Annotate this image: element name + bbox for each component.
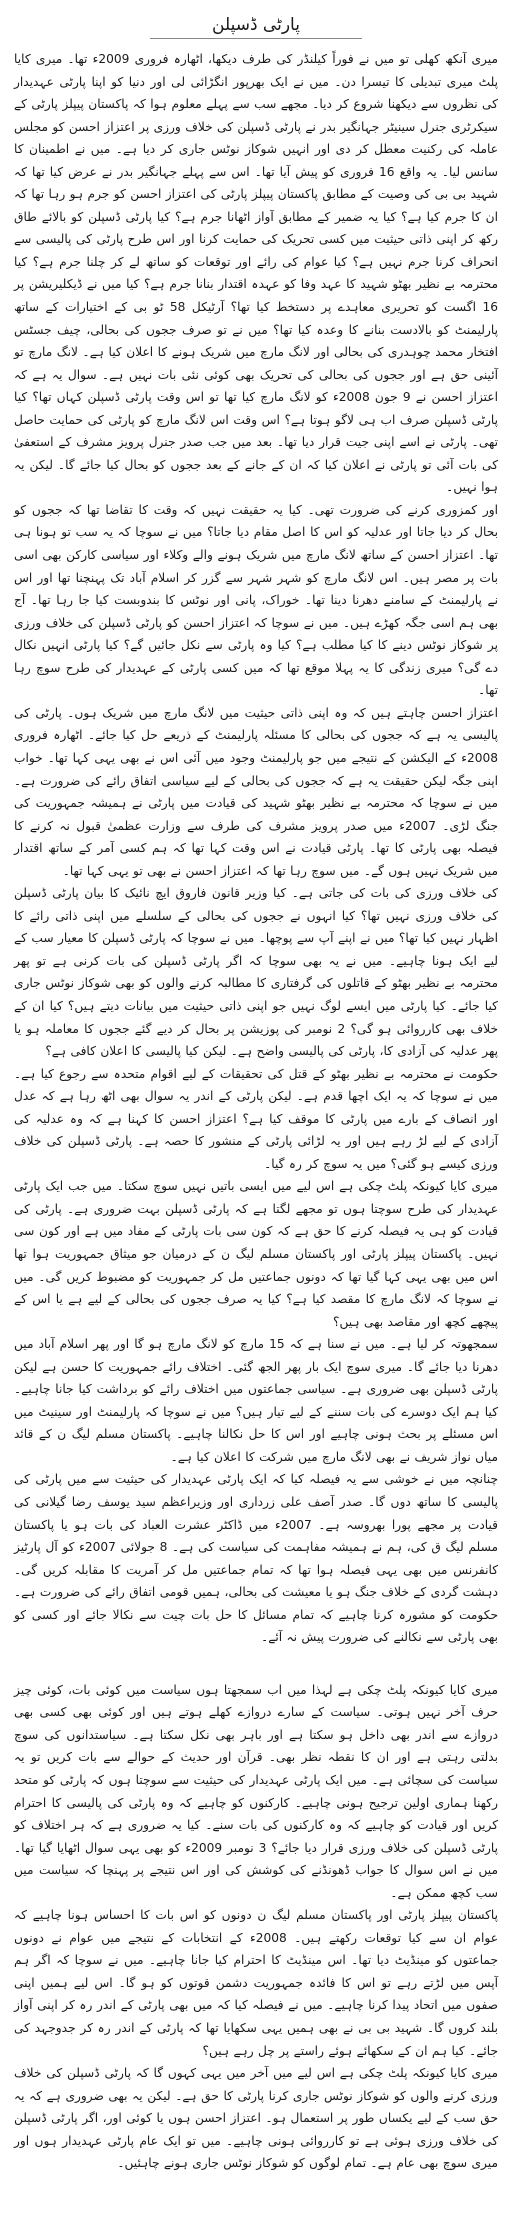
article-paragraph: میری آنکھ کھلی تو میں نے فوراً کیلنڈر کی طرف دیکھا، اٹھارہ فروری 2009ء تھا۔ میری کایا پلٹ میری تبدیلی کا تیسرا دن۔ میں نے ایک بھرپور انگڑائی لی اور دنیا کو اپنا پارٹی عہدیدار کی نظروں سے دیکھنا شروع کر دیا۔ مجھے سب سے پہلے معلوم ہوا کہ پاکستان پیپلز پارٹی کے سیکرٹری جنرل سینیٹر جہانگیر بدر نے پارٹی ڈسپلن کی خلاف ورزی پر اعتزاز احسن کو مجلس عاملہ کی رکنیت معطل کر دی اور انہیں شوکاز نوٹس جاری کر دیا ہے۔ میں نے اطمینان کا سانس لیا۔ یہ واقع 16 فروری کو پیش آیا تھا۔ اس سے پہلے جہانگیر بدر نے عرض کیا تھا کہ شہید بی بی کی وصیت کے مطابق پاکستان پیپلز پارٹی کی اعتزاز احسن کو جرم ہو رہا تھا کہ ان کا جرم کیا ہے؟ کیا یہ ضمیر کے مطابق آواز اٹھانا جرم ہے؟ کیا پارٹی ڈسپلن کو بالائے طاق رکھ کر اپنی ذاتی حیثیت میں کسی تحریک کی حمایت کرنا اور اس طرح پارٹی کی پالیسی سے انحراف کرنا جرم نہیں ہے؟ کیا عوام کی رائے اور توقعات کو ساتھ لے کر چلنا جرم ہے؟ کیا محترمہ بے نظیر بھٹو شہید کا عہد وفا کو عہدہ اقتدار بنانا جرم ہے؟ کیا میں نے ڈیکلیریشن پر 16 اگست کو تحریری معاہدے پر دستخط کیا تھا؟ آرٹیکل 58 ٹو بی کے اختیارات کے ساتھ پارلیمنٹ کو بالادست بنانے کا وعدہ کیا تھا؟ میں نے تو صرف ججوں کی بحالی، چیف جسٹس افتخار محمد چوہدری کی بحالی اور لانگ مارچ میں شریک ہونے کا اعلان کیا ہے۔ لانگ مارچ تو آئینی حق ہے اور ججوں کی بحالی کی تحریک بھی کوئی نئی بات نہیں ہے۔ سوال یہ ہے کہ اعتزاز احسن نے 9 جون 2008ء کو لانگ مارچ کیا تھا تو اس وقت پارٹی ڈسپلن کہاں تھا؟ کیا پارٹی ڈسپلن صرف اب ہی لاگو ہوتا ہے؟ اس وقت اس لانگ مارچ کو پارٹی کی حمایت حاصل تھی۔ پارٹی نے اسے اپنی جیت قرار دیا تھا۔ بعد میں جب صدر جنرل پرویز مشرف کے استعفیٰ کی بات آئی تو پارٹی نے اعلان کیا کہ ان کے جانے کے بعد ججوں کو بحال کیا جائے گا۔ لیکن یہ ہوا نہیں۔: [14, 52, 499, 495]
article-paragraph: میری کایا کیونکہ پلٹ چکی ہے اس لیے میں ایسی باتیں نہیں سوچ سکتا۔ میں جب ایک پارٹی عہدیدار کی طرح سوچتا ہوں تو مجھے لگتا ہے کہ پارٹی ڈسپلن بہت ضروری ہے۔ پارٹی کی قیادت کو ہی یہ فیصلہ کرنے کا حق ہے کہ کون سی بات پارٹی کے مفاد میں ہے اور کون سی نہیں۔ پاکستان پیپلز پارٹی اور پاکستان مسلم لیگ ن کے درمیان جو میثاق جمہوریت ہوا تھا اس میں بھی یہی کہا گیا تھا کہ دونوں جماعتیں مل کر جمہوریت کو مضبوط کریں گی۔ میں نے سوچا کہ لانگ مارچ کا مقصد کیا ہے؟ کیا یہ صرف ججوں کی بحالی کے لیے ہے یا اس کے پیچھے کچھ اور مقاصد بھی ہیں؟: [14, 1179, 498, 1329]
article-paragraph: اعتزاز احسن چاہتے ہیں کہ وہ اپنی ذاتی حیثیت میں لانگ مارچ میں شریک ہوں۔ پارٹی کی پالیسی یہ ہے کہ ججوں کی بحالی کا مسئلہ پارلیمنٹ کے ذریعے حل کیا جائے۔ اٹھارہ فروری 2008ء کے الیکشن کے نتیجے میں جو پارلیمنٹ وجود میں آئی اس نے بھی یہی کہا تھا۔ خواب اپنی جگہ لیکن حقیقت یہ ہے کہ ججوں کی بحالی کے لیے سیاسی اتفاق رائے کی ضرورت ہے۔ میں نے سوچا کہ محترمہ بے نظیر بھٹو شہید کی قیادت میں پارٹی نے ہمیشہ جمہوریت کی جنگ لڑی۔ 2007ء میں صدر پرویز مشرف کی طرف سے وزارت عظمیٰ قبول نہ کرنے کا فیصلہ بھی پارٹی کا تھا۔ پارٹی قیادت نے اس وقت کہا تھا کہ ہم کسی آمر کے ساتھ اقتدار میں شریک نہیں ہوں گے۔ میں سوچ رہا تھا کہ اعتزاز احسن نے بھی تو یہی کہا تھا۔: [14, 705, 498, 878]
article-paragraph: حکومت نے محترمہ بے نظیر بھٹو کے قتل کی تحقیقات کے لیے اقوام متحدہ سے رجوع کیا ہے۔ میں نے سوچا کہ یہ ایک اچھا قدم ہے۔ لیکن پارٹی کے اندر یہ سوال بھی اٹھ رہا ہے کہ عدل اور انصاف کے بارے میں پارٹی کا موقف کیا ہے؟ اعتزاز احسن کا کہنا ہے کہ وہ عدلیہ کی آزادی کے لیے لڑ رہے ہیں اور یہ لڑائی پارٹی کے منشور کا حصہ ہے۔ پارٹی ڈسپلن کی خلاف ورزی کیسے ہو گئی؟ میں یہ سوچ کر رہ گیا۔: [14, 1066, 498, 1171]
article-body: [14, 48, 498, 2175]
article-paragraph: چنانچہ میں نے خوشی سے یہ فیصلہ کیا کہ ایک پارٹی عہدیدار کی حیثیت سے میں پارٹی کی پالیسی کا ساتھ دوں گا۔ صدر آصف علی زرداری اور وزیراعظم سید یوسف رضا گیلانی کی قیادت پر مجھے پورا بھروسہ ہے۔ 2007ء میں ڈاکٹر عشرت العباد کی بات ہو یا پاکستان مسلم لیگ ق کی، ہم نے ہمیشہ مفاہمت کی سیاست کی ہے۔ 8 جولائی 2007ء کو آل پارٹیز کانفرنس میں بھی یہی فیصلہ ہوا تھا کہ تمام جماعتیں مل کر آمریت کا مقابلہ کریں گی۔ دہشت گردی کے خلاف جنگ ہو یا معیشت کی بحالی، ہمیں قومی اتفاق رائے کی ضرورت ہے۔ حکومت کو مشورہ کرنا چاہیے کہ تمام مسائل کا حل بات چیت سے نکالا جائے اور کسی کو بھی پارٹی سے نکالنے کی ضرورت پیش نہ آئے۔: [14, 1472, 498, 1645]
title-underline: [150, 38, 362, 39]
article-paragraph: میری کایا کیونکہ پلٹ چکی ہے اس لیے میں آخر میں یہی کہوں گا کہ پارٹی ڈسپلن کی خلاف ورزی کرنے والوں کو شوکاز نوٹس جاری کرنا پارٹی کا حق ہے۔ لیکن یہ بھی ضروری ہے کہ یہ حق سب کے لیے یکساں طور پر استعمال ہو۔ اعتزاز احسن ہوں یا کوئی اور، اگر پارٹی ڈسپلن کی خلاف ورزی ہوئی ہے تو کارروائی ہونی چاہیے۔ میں تو ایک عام پارٹی عہدیدار ہوں اور میری سوچ بھی عام ہے۔ تمام لوگوں کو شوکاز نوٹس جاری ہونے چاہئیں۔: [14, 2066, 498, 2171]
article-paragraph: کی خلاف ورزی کی بات کی جاتی ہے۔ کیا وزیر قانون فاروق ایچ نائیک کا بیان پارٹی ڈسپلن کی خلاف ورزی نہیں تھا؟ کیا انہوں نے ججوں کی بحالی کے سلسلے میں اپنی ذاتی رائے کا اظہار نہیں کیا تھا؟ میں نے اپنے آپ سے پوچھا۔ میں نے سوچا کہ پارٹی ڈسپلن کا معیار سب کے لیے ایک ہونا چاہیے۔ میں نے یہ بھی سوچا کہ اگر پارٹی ڈسپلن کی بات کرنی ہے تو پھر محترمہ بے نظیر بھٹو کے قاتلوں کی گرفتاری کا مطالبہ کرنے والوں کو بھی شوکاز نوٹس جاری کیا جائے۔ کیا پارٹی میں ایسے لوگ نہیں جو اپنی ذاتی حیثیت میں بیانات دیتے ہیں؟ کیا ان کے خلاف بھی کارروائی ہو گی؟ 2 نومبر کی پوزیشن پر بحال کر دیے گئے ججوں کا معاملہ ہو یا پھر عدلیہ کی آزادی کا، پارٹی کی پالیسی واضح ہے۔ لیکن کیا پالیسی کا اعلان کافی ہے؟: [14, 886, 499, 1059]
article-paragraph: میری کایا کیونکہ پلٹ چکی ہے لہذا میں اب سمجھتا ہوں سیاست میں کوئی بات، کوئی چیز حرف آخر نہیں ہوتی۔ سیاست کے سارے دروازے کھلے ہوتے ہیں اور کوئی بھی کسی بھی دروازے سے اندر بھی داخل ہو سکتا ہے اور باہر بھی نکل سکتا ہے۔ سیاستدانوں کی سوچ بدلتی رہتی ہے اور ان کا نقطہ نظر بھی۔ قرآن اور حدیث کے حوالے سے بات کریں تو یہ سیاست کی سچائی ہے۔ میں ایک پارٹی عہدیدار کی حیثیت سے سوچتا ہوں کہ پارٹی کو متحد رکھنا ہماری اولین ترجیح ہونی چاہیے۔ کارکنوں کو چاہیے کہ وہ پارٹی کی پالیسی کا احترام کریں اور قیادت کو چاہیے کہ وہ کارکنوں کی بات سنے۔ کیا یہ ضروری ہے کہ ہر اختلاف کو پارٹی ڈسپلن کی خلاف ورزی قرار دیا جائے؟ 3 نومبر 2009ء کو بھی یہی سوال اٹھایا گیا تھا۔ میں نے اس سوال کا جواب ڈھونڈنے کی کوشش کی اور اس نتیجے پر پہنچا کہ سیاست میں سب کچھ ممکن ہے۔: [14, 1682, 498, 1900]
article-paragraph: سمجھوتہ کر لیا ہے۔ میں نے سنا ہے کہ 15 مارچ کو لانگ مارچ ہو گا اور پھر اسلام آباد میں دھرنا دیا جائے گا۔ میری سوچ ایک بار پھر الجھ گئی۔ اختلاف رائے جمہوریت کا حسن ہے لیکن پارٹی ڈسپلن بھی ضروری ہے۔ سیاسی جماعتوں میں اختلاف رائے کو برداشت کیا جانا چاہیے۔ کیا ہم ایک دوسرے کی بات سننے کے لیے تیار ہیں؟ میں نے سوچا کہ پارلیمنٹ اور سینیٹ میں اس مسئلے پر بحث ہونی چاہیے اور اس کا حل نکالنا چاہیے۔ پاکستان مسلم لیگ ن کے قائد میاں نواز شریف نے بھی لانگ مارچ میں شرکت کا اعلان کیا ہے۔: [14, 1337, 498, 1464]
article-paragraph: پاکستان پیپلز پارٹی اور پاکستان مسلم لیگ ن دونوں کو اس بات کا احساس ہونا چاہیے کہ عوام ان سے کیا توقعات رکھتے ہیں۔ 2008ء کے انتخابات کے نتیجے میں عوام نے دونوں جماعتوں کو مینڈیٹ دیا تھا۔ اس مینڈیٹ کا احترام کیا جانا چاہیے۔ میں نے سوچا کہ اگر ہم آپس میں لڑتے رہے تو اس کا فائدہ جمہوریت دشمن قوتوں کو ہو گا۔ اس لیے ہمیں اپنی صفوں میں اتحاد پیدا کرنا چاہیے۔ میں نے فیصلہ کیا کہ میں بھی پارٹی کے اندر رہ کر اپنی آواز بلند کروں گا۔ شہید بی بی نے بھی ہمیں یہی سکھایا تھا کہ پارٹی کے اندر رہ کر جدوجہد کی جائے۔ کیا ہم ان کے سکھائے ہوئے راستے پر چل رہے ہیں؟: [14, 1908, 498, 2058]
article-paragraph: اور کمزوری کرنے کی ضرورت تھی۔ کیا یہ حقیقت نہیں کہ وقت کا تقاضا تھا کہ ججوں کو بحال کر دیا جاتا اور عدلیہ کو اس کا اصل مقام دیا جاتا؟ میں نے سوچا کہ یہ سب تو ہونا ہی تھا۔ اعتزاز احسن کے ساتھ لانگ مارچ میں شریک ہونے والے وکلاء اور سیاسی کارکن بھی اسی بات پر مصر ہیں۔ اس لانگ مارچ کو شہر شہر سے گزر کر اسلام آباد تک پہنچنا تھا اور اس نے پارلیمنٹ کے سامنے دھرنا دینا تھا۔ خوراک، پانی اور نوٹس کا بندوبست کیا جا رہا تھا۔ آج بھی ہم اسی جگہ کھڑے ہیں۔ میں نے سوچا کہ اعتزاز احسن کو پارٹی ڈسپلن کی خلاف ورزی پر شوکاز نوٹس دینے کا کیا مطلب ہے؟ کیا وہ پارٹی سے نکل جائیں گے؟ کیا پارٹی انہیں نکال دے گی؟ میری زندگی کا یہ پہلا موقع تھا کہ میں کسی پارٹی کے عہدیدار کی طرح سوچ رہا تھا۔: [14, 502, 498, 698]
article-title: پارٹی ڈسپلن: [212, 15, 300, 35]
